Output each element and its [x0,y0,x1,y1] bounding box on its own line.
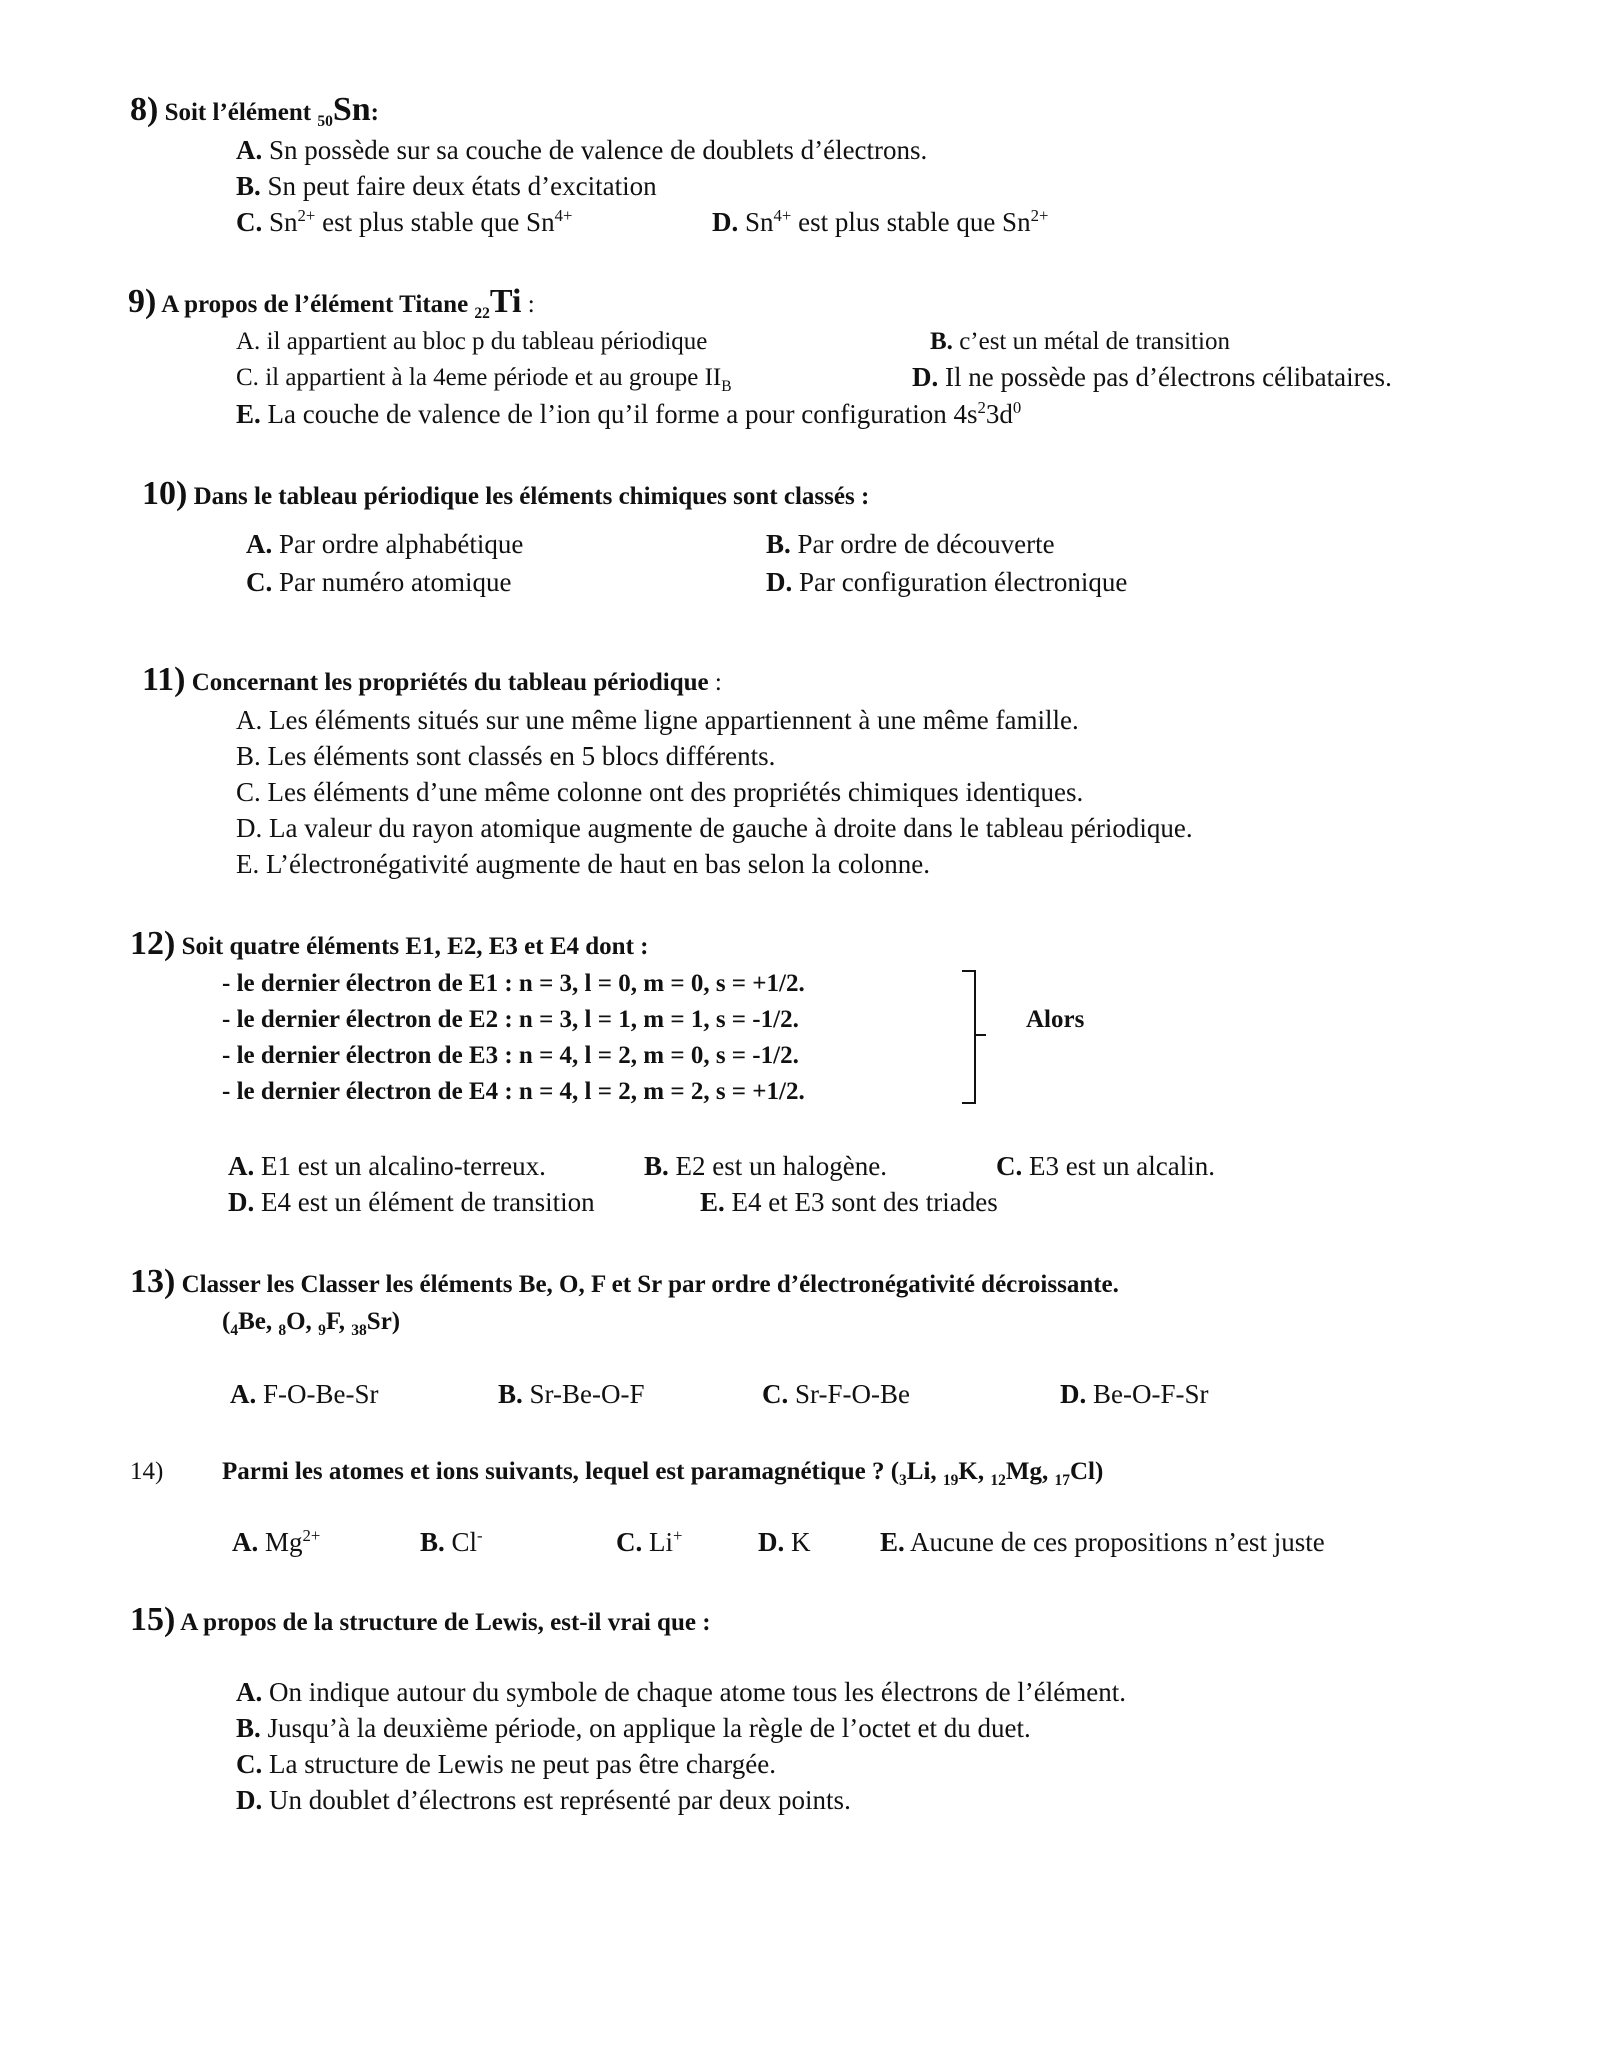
option-c: C. Par numéro atomique [246,567,512,597]
option-a: A. Les éléments situés sur une même ligne appartiennent à une même famille. [236,705,1079,735]
electron-line-e1: - le dernier électron de E1 : n = 3, l = 0, m = 0, s = +1/2. [222,970,805,997]
question-number: 11) [142,661,186,698]
electron-line-e2: - le dernier électron de E2 : n = 3, l = 1, m = 1, s = -1/2. [222,1006,799,1033]
question-title: Parmi les atomes et ions suivants, lequel est paramagnétique ? ($_3Li$, $_{19}$K, $_{12}$Mg, $_{17}$Cl) [222,1458,1104,1489]
option-d: D. Il ne possède pas d’électrons célibataires. [912,362,1392,392]
option-c: C. $Sn^{2+}$ est plus stable que $Sn^{4+}$ [236,206,573,237]
option-c: C. La structure de Lewis ne peut pas être chargée. [236,1749,777,1779]
option-d: D. Un doublet d’électrons est représenté par deux points. [236,1785,851,1815]
option-e: E. L’électronégativité augmente de haut en bas selon la colonne. [236,849,930,879]
option-b: B. Par ordre de découverte [766,529,1055,559]
option-e: E. La couche de valence de l’ion qu’il forme a pour configuration $4s^23d^0$ [236,398,1022,429]
electron-line-e4: - le dernier électron de E4 : n = 4, l = 2, m = 2, s = +1/2. [222,1078,805,1105]
question-number: 14) [130,1458,164,1485]
option-d: D. La valeur du rayon atomique augmente de gauche à droite dans le tableau périodique. [236,813,1193,843]
option-a: A. $Mg^{2+}$ [232,1526,321,1557]
option-c: C. Les éléments d’une même colonne ont des propriétés chimiques identiques. [236,777,1084,807]
option-e: E. E4 et E3 sont des triades [700,1187,998,1217]
question-title: 12) Soit quatre éléments E1, E2, E3 et E4 dont : [130,925,649,962]
option-c: C. E3 est un alcalin. [996,1151,1215,1181]
option-b: B. Sr-Be-O-F [498,1379,645,1409]
question-title: 13) Classer les Classer les éléments Be, O, F et Sr par ordre d’électronégativité décroissante. [130,1263,1119,1300]
option-a: A. il appartient au bloc p du tableau périodique [236,328,708,355]
question-number: 8) [130,91,159,128]
option-a: A. F-O-Be-Sr [230,1379,379,1409]
alors-label: Alors [1026,1006,1085,1033]
option-c: C. il appartient à la 4eme période et au groupe $II_B$ [236,364,732,395]
option-d: D. Par configuration électronique [766,567,1128,597]
question-number: 9) [128,283,157,320]
question-title: 15) A propos de la structure de Lewis, est-il vrai que : [130,1601,711,1638]
option-a: A. E1 est un alcalino-terreux. [228,1151,546,1181]
question-number: 15) [130,1601,176,1638]
question-title: 8) Soit l’élément $_{50}$Sn: [130,91,379,130]
option-a: A. Sn possède sur sa couche de valence de doublets d’électrons. [236,135,928,165]
bracket-tick [974,1034,986,1036]
electron-line-e3: - le dernier électron de E3 : n = 4, l = 2, m = 0, s = -1/2. [222,1042,799,1069]
option-c: C. Sr-F-O-Be [762,1379,910,1409]
option-d: D. E4 est un élément de transition [228,1187,595,1217]
option-d: D. $Sn^{4+}$ est plus stable que $Sn^{2+}$ [712,206,1049,237]
option-b: B. Sn peut faire deux états d’excitation [236,171,657,201]
option-d: D. Be-O-F-Sr [1060,1379,1209,1409]
option-a: A. Par ordre alphabétique [246,529,524,559]
option-c: C. Li+ [616,1526,683,1557]
question-number: 12) [130,925,176,962]
option-d: D. K [758,1527,811,1557]
option-a: A. On indique autour du symbole de chaque atome tous les électrons de l’élément. [236,1677,1126,1707]
question-number: 10) [142,475,188,512]
question-title: 11) Concernant les propriétés du tableau périodique : [142,661,722,698]
option-b: B. E2 est un halogène. [644,1151,887,1181]
option-b: B. Les éléments sont classés en 5 blocs différents. [236,741,776,771]
option-b: B. Cl- [420,1526,483,1557]
element-list: ($_4Be$, $_8$O, $_9$F, $_{38}$Sr) [222,1308,401,1339]
option-e: E. Aucune de ces propositions n’est juste [880,1527,1325,1557]
option-b: B. Jusqu’à la deuxième période, on applique la règle de l’octet et du duet. [236,1713,1031,1743]
question-title: 10) Dans le tableau périodique les éléments chimiques sont classés : [142,475,870,512]
bracket [962,970,976,1104]
question-title: 9) A propos de l’élément Titane $_{22}$Ti : [128,283,535,322]
question-number: 13) [130,1263,176,1300]
option-b: B. c’est un métal de transition [930,328,1230,355]
